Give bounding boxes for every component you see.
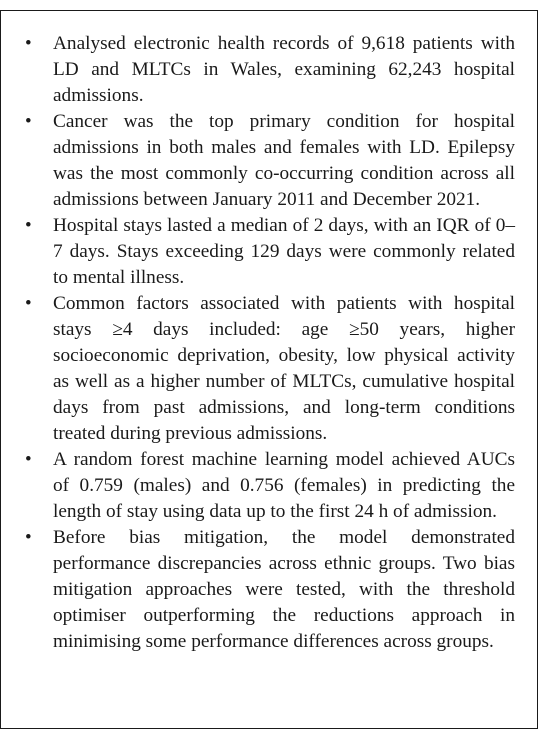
bullet-icon: • — [25, 33, 32, 54]
list-item — [25, 109, 515, 213]
list-item — [25, 291, 515, 447]
list-item-text: Cancer was the top primary condition for hospital admissions in both males and females with LD. Epilepsy was the most commonly co-occurring condition across all admissions between January 2011 and December 2021. — [53, 111, 515, 210]
bullet-icon: • — [25, 215, 32, 236]
key-findings-list — [1, 11, 537, 655]
list-item — [25, 213, 515, 291]
key-findings-box — [0, 10, 538, 729]
list-item-text: Hospital stays lasted a median of 2 days, with an IQR of 0–7 days. Stays exceeding 129 days were commonly related to mental illness. — [53, 215, 515, 288]
bullet-icon: • — [25, 111, 32, 132]
list-item — [25, 31, 515, 109]
bullet-icon: • — [25, 293, 32, 314]
list-item-text: Analysed electronic health records of 9,618 patients with LD and MLTCs in Wales, examining 62,243 hospital admissions. — [53, 33, 515, 106]
list-item — [25, 525, 515, 655]
list-item-text: Common factors associated with patients with hospital stays ≥4 days included: age ≥50 years, higher socioeconomic deprivation, obesity, low physical activity as well as a higher number of MLTCs, cumulative hospital days from past admissions, and long-term conditions treated during previous admissions. — [53, 293, 515, 444]
bullet-icon: • — [25, 527, 32, 548]
list-item — [25, 447, 515, 525]
list-item-text: A random forest machine learning model achieved AUCs of 0.759 (males) and 0.756 (females) in predicting the length of stay using data up to the first 24 h of admission. — [53, 449, 515, 522]
list-item-text: Before bias mitigation, the model demonstrated performance discrepancies across ethnic groups. Two bias mitigation approaches were tested, with the threshold optimiser outperforming the reductions approach in minimising some performance differences across groups. — [53, 527, 515, 652]
bullet-icon: • — [25, 449, 32, 470]
